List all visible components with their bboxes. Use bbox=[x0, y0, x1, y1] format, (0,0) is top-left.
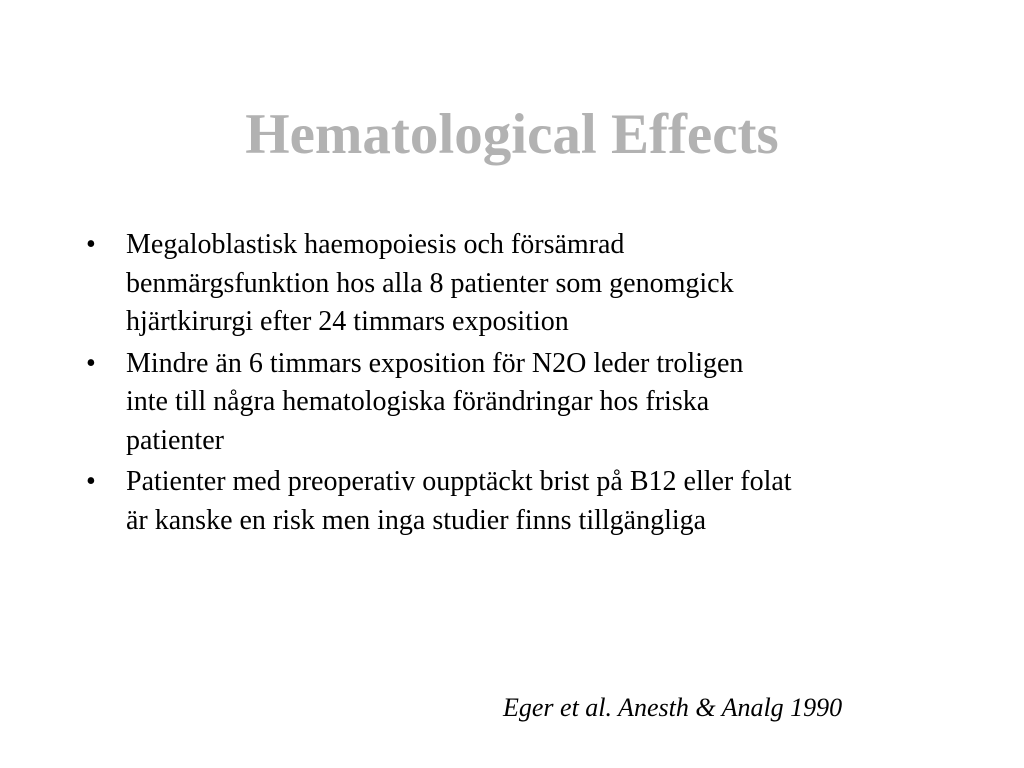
bullet-item bbox=[84, 345, 964, 461]
bullet-dot-icon: • bbox=[86, 347, 96, 379]
bullet-line: är kanske en risk men inga studier finns tillgängliga bbox=[126, 504, 707, 536]
bullet-line: Mindre än 6 timmars exposition för N2O leder troligen bbox=[126, 347, 744, 379]
bullet-line: patienter bbox=[126, 424, 224, 456]
bullet-dot-icon: • bbox=[86, 466, 96, 497]
citation: Eger et al. Anesth & Analg 1990 bbox=[503, 693, 843, 722]
bullet-line: benmärgsfunktion hos alla 8 patienter som genomgick bbox=[126, 267, 734, 299]
bullet-line: Megaloblastisk haemopoiesis och försämrad bbox=[126, 229, 625, 260]
bullet-item bbox=[84, 226, 964, 342]
slide-title: Hematological Effects bbox=[245, 103, 779, 166]
bullet-line: hjärtkirurgi efter 24 timmars exposition bbox=[126, 306, 569, 337]
bullet-line: Patienter med preoperativ oupptäckt brist på B12 eller folat bbox=[126, 466, 792, 497]
bullet-line: inte till några hematologiska förändringar hos friska bbox=[126, 386, 710, 417]
bullet-dot-icon: • bbox=[86, 229, 96, 260]
bullet-list bbox=[84, 226, 964, 543]
bullet-item bbox=[84, 463, 964, 540]
